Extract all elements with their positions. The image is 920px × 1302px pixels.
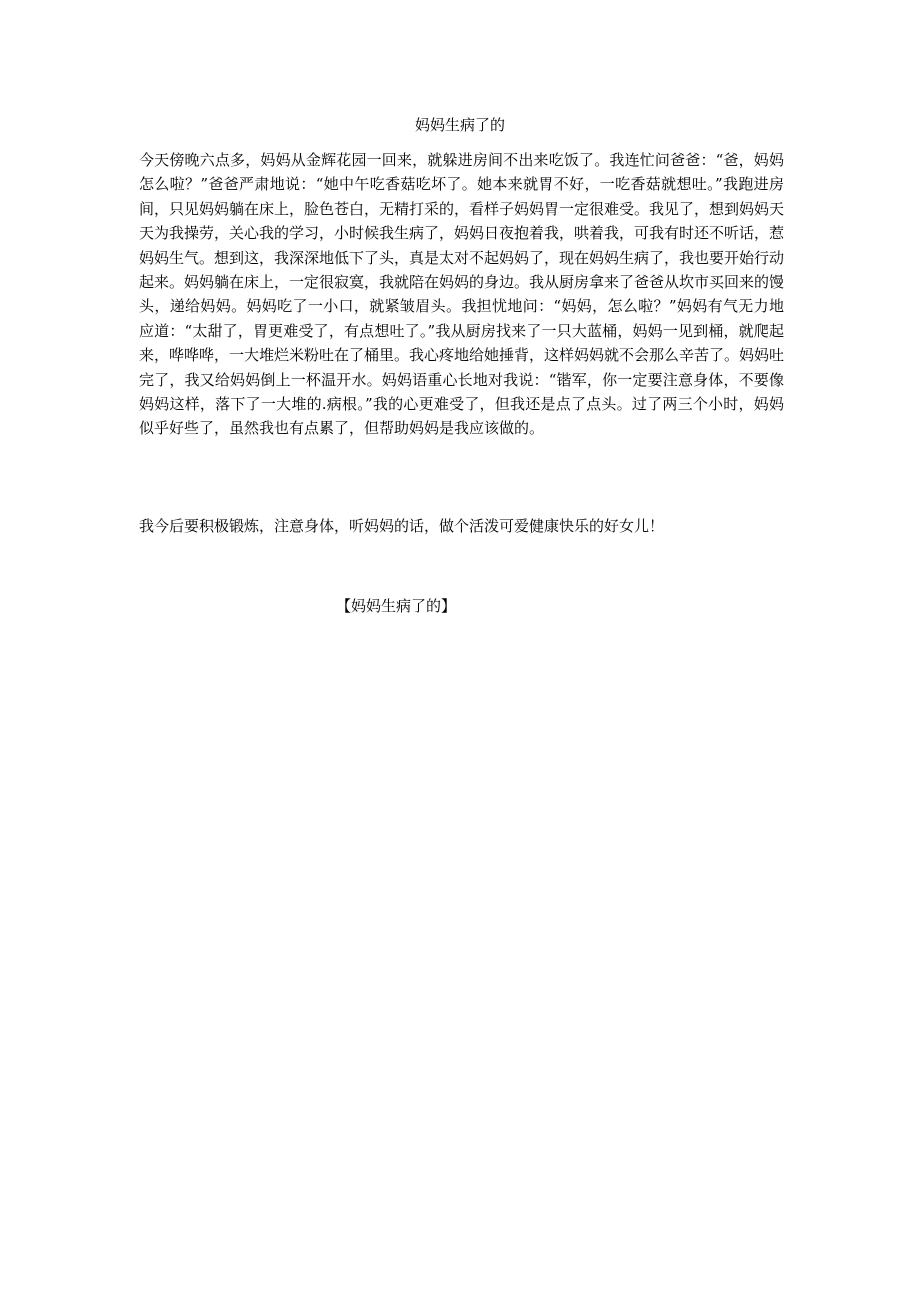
footer-title: 【妈妈生病了的】 bbox=[336, 597, 457, 615]
document-title: 妈妈生病了的 bbox=[414, 116, 505, 134]
closing-paragraph: 我今后要积极锻炼，注意身体，听妈妈的话，做个活泼可爱健康快乐的好女儿！ bbox=[139, 517, 665, 535]
body-paragraph: 今天傍晚六点多，妈妈从金辉花园一回来，就躲进房间不出来吃饭了。我连忙问爸爸：“爸，妈妈怎么啦？”爸爸严肃地说：“她中午吃香菇吃坏了。她本来就胃不好，一吃香菇就想吐。”我跑进房间，只见妈妈躺在床上，脸色苍白，无精打采的，看样子妈妈胃一定很难受。我见了，想到妈妈天天为我操劳，关心我的学习，小时候我生病了，妈妈日夜抱着我，哄着我，可我有时还不听话，惹妈妈生气。想到这，我深深地低下了头，真是太对不起妈妈了，现在妈妈生病了，我也要开始行动起来。妈妈躺在床上，一定很寂寞，我就陪在妈妈的身边。我从厨房拿来了爸爸从坎市买回来的馒头，递给妈妈。妈妈吃了一小口，就紧皱眉头。我担忧地问：“妈妈，怎么啦？”妈妈有气无力地应道：“太甜了，胃更难受了，有点想吐了。”我从厨房找来了一只大蓝桶，妈妈一见到桶，就爬起来，哗哗哗，一大堆烂米粉吐在了桶里。我心疼地给她捶背，这样妈妈就不会那么辛苦了。妈妈吐完了，我又给妈妈倒上一杯温开水。妈妈语重心长地对我说：“锴军，你一定要注意身体，不要像妈妈这样，落下了一大堆的.病根。”我的心更难受了，但我还是点了点头。过了两三个小时，妈妈似乎好些了，虽然我也有点累了，但帮助妈妈是我应该做的。 bbox=[139, 151, 785, 438]
